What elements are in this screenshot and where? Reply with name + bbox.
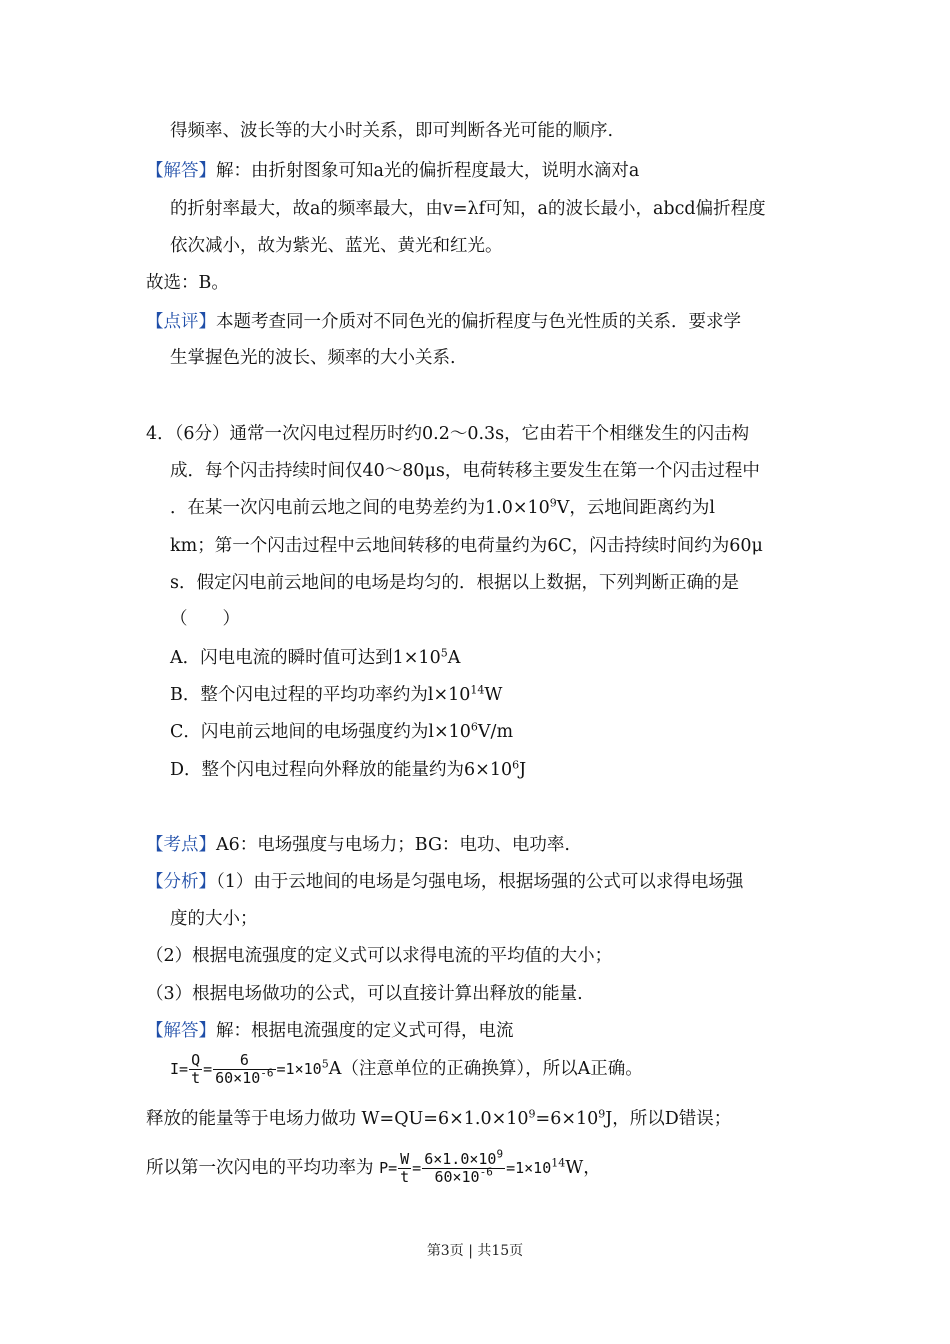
- power-formula-line: [146, 1148, 601, 1188]
- formula-2-lhs: P=: [379, 1159, 398, 1177]
- fraction-numerator: W: [400, 1150, 410, 1168]
- comment-tag: 【点评】: [146, 312, 216, 332]
- option-c: [170, 720, 513, 744]
- power-text: 所以第一次闪电的平均功率为: [146, 1158, 374, 1178]
- question-4-line-4: km；第一个闪击过程中云地间转移的电荷量约为6C，闪击持续时间约为60μ: [170, 536, 763, 556]
- energy-exponent-2: 9: [598, 1107, 606, 1121]
- fenxi-line: [146, 870, 743, 894]
- footer-separator: |: [468, 1243, 473, 1259]
- kaodian-tag: 【考点】: [146, 835, 216, 855]
- jieda-text: 解：根据电流强度的定义式可得，电流: [216, 1021, 514, 1041]
- option-a-exponent: 5: [440, 646, 448, 660]
- question-4-line-3: [170, 496, 715, 520]
- formula-1-result-exponent: 5: [321, 1057, 329, 1071]
- answer-text-3: 依次减小，故为紫光、蓝光、黄光和红光。: [170, 236, 503, 256]
- fraction-den-exponent: -6: [479, 1165, 493, 1179]
- energy-mid: =6×10: [535, 1109, 599, 1129]
- current-formula-line: [170, 1050, 643, 1088]
- page-number: 第3页: [426, 1243, 464, 1259]
- formula-2-tail: W，: [565, 1158, 601, 1178]
- answer-tag: 【解答】: [146, 161, 216, 181]
- energy-tail: J，所以D错误；: [605, 1109, 732, 1129]
- option-a-text: A．闪电电流的瞬时值可达到1×10: [170, 648, 441, 668]
- fraction-energy-over-time: [422, 1147, 505, 1186]
- comment-text-2: 生掌握色光的波长、频率的大小关系.: [170, 348, 456, 368]
- q4-line3-text-b: V，云地间距离约为l: [556, 498, 715, 518]
- formula-2-eq: =: [412, 1159, 422, 1177]
- option-b-exponent: 14: [470, 683, 485, 697]
- comment-text: 本题考查同一介质对不同色光的偏折程度与色光性质的关系．要求学: [216, 312, 741, 332]
- question-4-line-2: 成．每个闪击持续时间仅40～80μs，电荷转移主要发生在第一个闪击过程中: [170, 461, 760, 481]
- fraction-num-base: 6×1.0×10: [424, 1150, 497, 1168]
- question-4-line-5: s．假定闪电前云地间的电场是均匀的．根据以上数据，下列判断正确的是: [170, 573, 739, 593]
- jieda-line: [146, 1019, 514, 1043]
- formula-1-eq: =: [203, 1060, 213, 1078]
- q4-line3-text: ．在某一次闪电前云地之间的电势差约为1.0×10: [170, 498, 550, 518]
- option-c-unit: V/m: [477, 722, 514, 742]
- q4-line3-exponent: 9: [549, 496, 557, 510]
- fraction-w-over-t: [398, 1151, 411, 1186]
- formula-2-result-exponent: 14: [551, 1156, 566, 1170]
- answer-line: [146, 159, 639, 183]
- jieda-tag: 【解答】: [146, 1021, 216, 1041]
- option-b: [170, 683, 502, 707]
- fenxi-text-4: （3）根据电场做功的公式，可以直接计算出释放的能量.: [146, 984, 583, 1004]
- answer-text: 解：由折射图象可知a光的偏折程度最大，说明水滴对a: [216, 161, 640, 181]
- formula-1-result: =1×10: [276, 1060, 322, 1078]
- answer-text-2: 的折射率最大，故a的频率最大，由v=λf可知，a的波长最小，abcd偏折程度: [170, 199, 766, 219]
- option-b-text: B．整个闪电过程的平均功率约为l×10: [170, 685, 471, 705]
- energy-line: [146, 1107, 731, 1131]
- kaodian-line: [146, 833, 570, 857]
- formula-1-tail: A（注意单位的正确换算），所以A正确。: [328, 1059, 643, 1079]
- option-b-unit: W: [484, 685, 503, 705]
- option-d-exponent: 6: [512, 758, 520, 772]
- fraction-numerator: 6: [213, 1052, 275, 1070]
- formula-1-lhs: I=: [170, 1060, 189, 1078]
- question-4-line-1: 4．（6分）通常一次闪电过程历时约0.2～0.3s，它由若干个相继发生的闪击构: [146, 424, 750, 444]
- option-d-text: D．整个闪电过程向外释放的能量约为6×10: [170, 760, 513, 780]
- fraction-denominator: [422, 1165, 505, 1186]
- answer-blank: （ ）: [170, 609, 240, 629]
- page-total: 共15页: [477, 1243, 524, 1259]
- fraction-den-exponent: -6: [260, 1066, 274, 1080]
- comment-line: [146, 310, 741, 334]
- formula-2-result: =1×10: [506, 1159, 552, 1177]
- fraction-num-exponent: 9: [496, 1147, 504, 1161]
- fraction-denominator: t: [191, 1069, 201, 1087]
- fraction-den-base: 60×10: [434, 1168, 480, 1186]
- option-c-text: C．闪电前云地间的电场强度约为l×10: [170, 722, 471, 742]
- fenxi-text-2: 度的大小；: [170, 909, 258, 929]
- fraction-denominator: t: [400, 1168, 410, 1186]
- fenxi-text: （1）由于云地间的电场是匀强电场，根据场强的公式可以求得电场强: [216, 872, 744, 892]
- fenxi-text-3: （2）根据电流强度的定义式可以求得电流的平均值的大小；: [146, 946, 613, 966]
- choice-line: 故选：B。: [146, 273, 229, 293]
- option-d-unit: J: [519, 760, 527, 780]
- fraction-den-base: 60×10: [215, 1069, 261, 1087]
- analysis-tail: 得频率、波长等的大小时关系，即可判断各光可能的顺序.: [170, 121, 614, 141]
- kaodian-text: A6：电场强度与电场力；BG：电功、电功率.: [216, 835, 570, 855]
- option-d: [170, 758, 526, 782]
- page-footer: [0, 1240, 950, 1260]
- energy-exponent-1: 9: [528, 1107, 536, 1121]
- fraction-numerator: Q: [191, 1051, 201, 1069]
- fraction-denominator: [213, 1066, 275, 1087]
- energy-text: 释放的能量等于电场力做功 W=QU=6×1.0×10: [146, 1109, 529, 1129]
- option-a-unit: A: [447, 648, 461, 668]
- option-a: [170, 646, 460, 670]
- fenxi-tag: 【分析】: [146, 872, 216, 892]
- fraction-6-over-60e-6: [213, 1052, 275, 1087]
- option-c-exponent: 6: [470, 720, 478, 734]
- fraction-q-over-t: [189, 1052, 202, 1087]
